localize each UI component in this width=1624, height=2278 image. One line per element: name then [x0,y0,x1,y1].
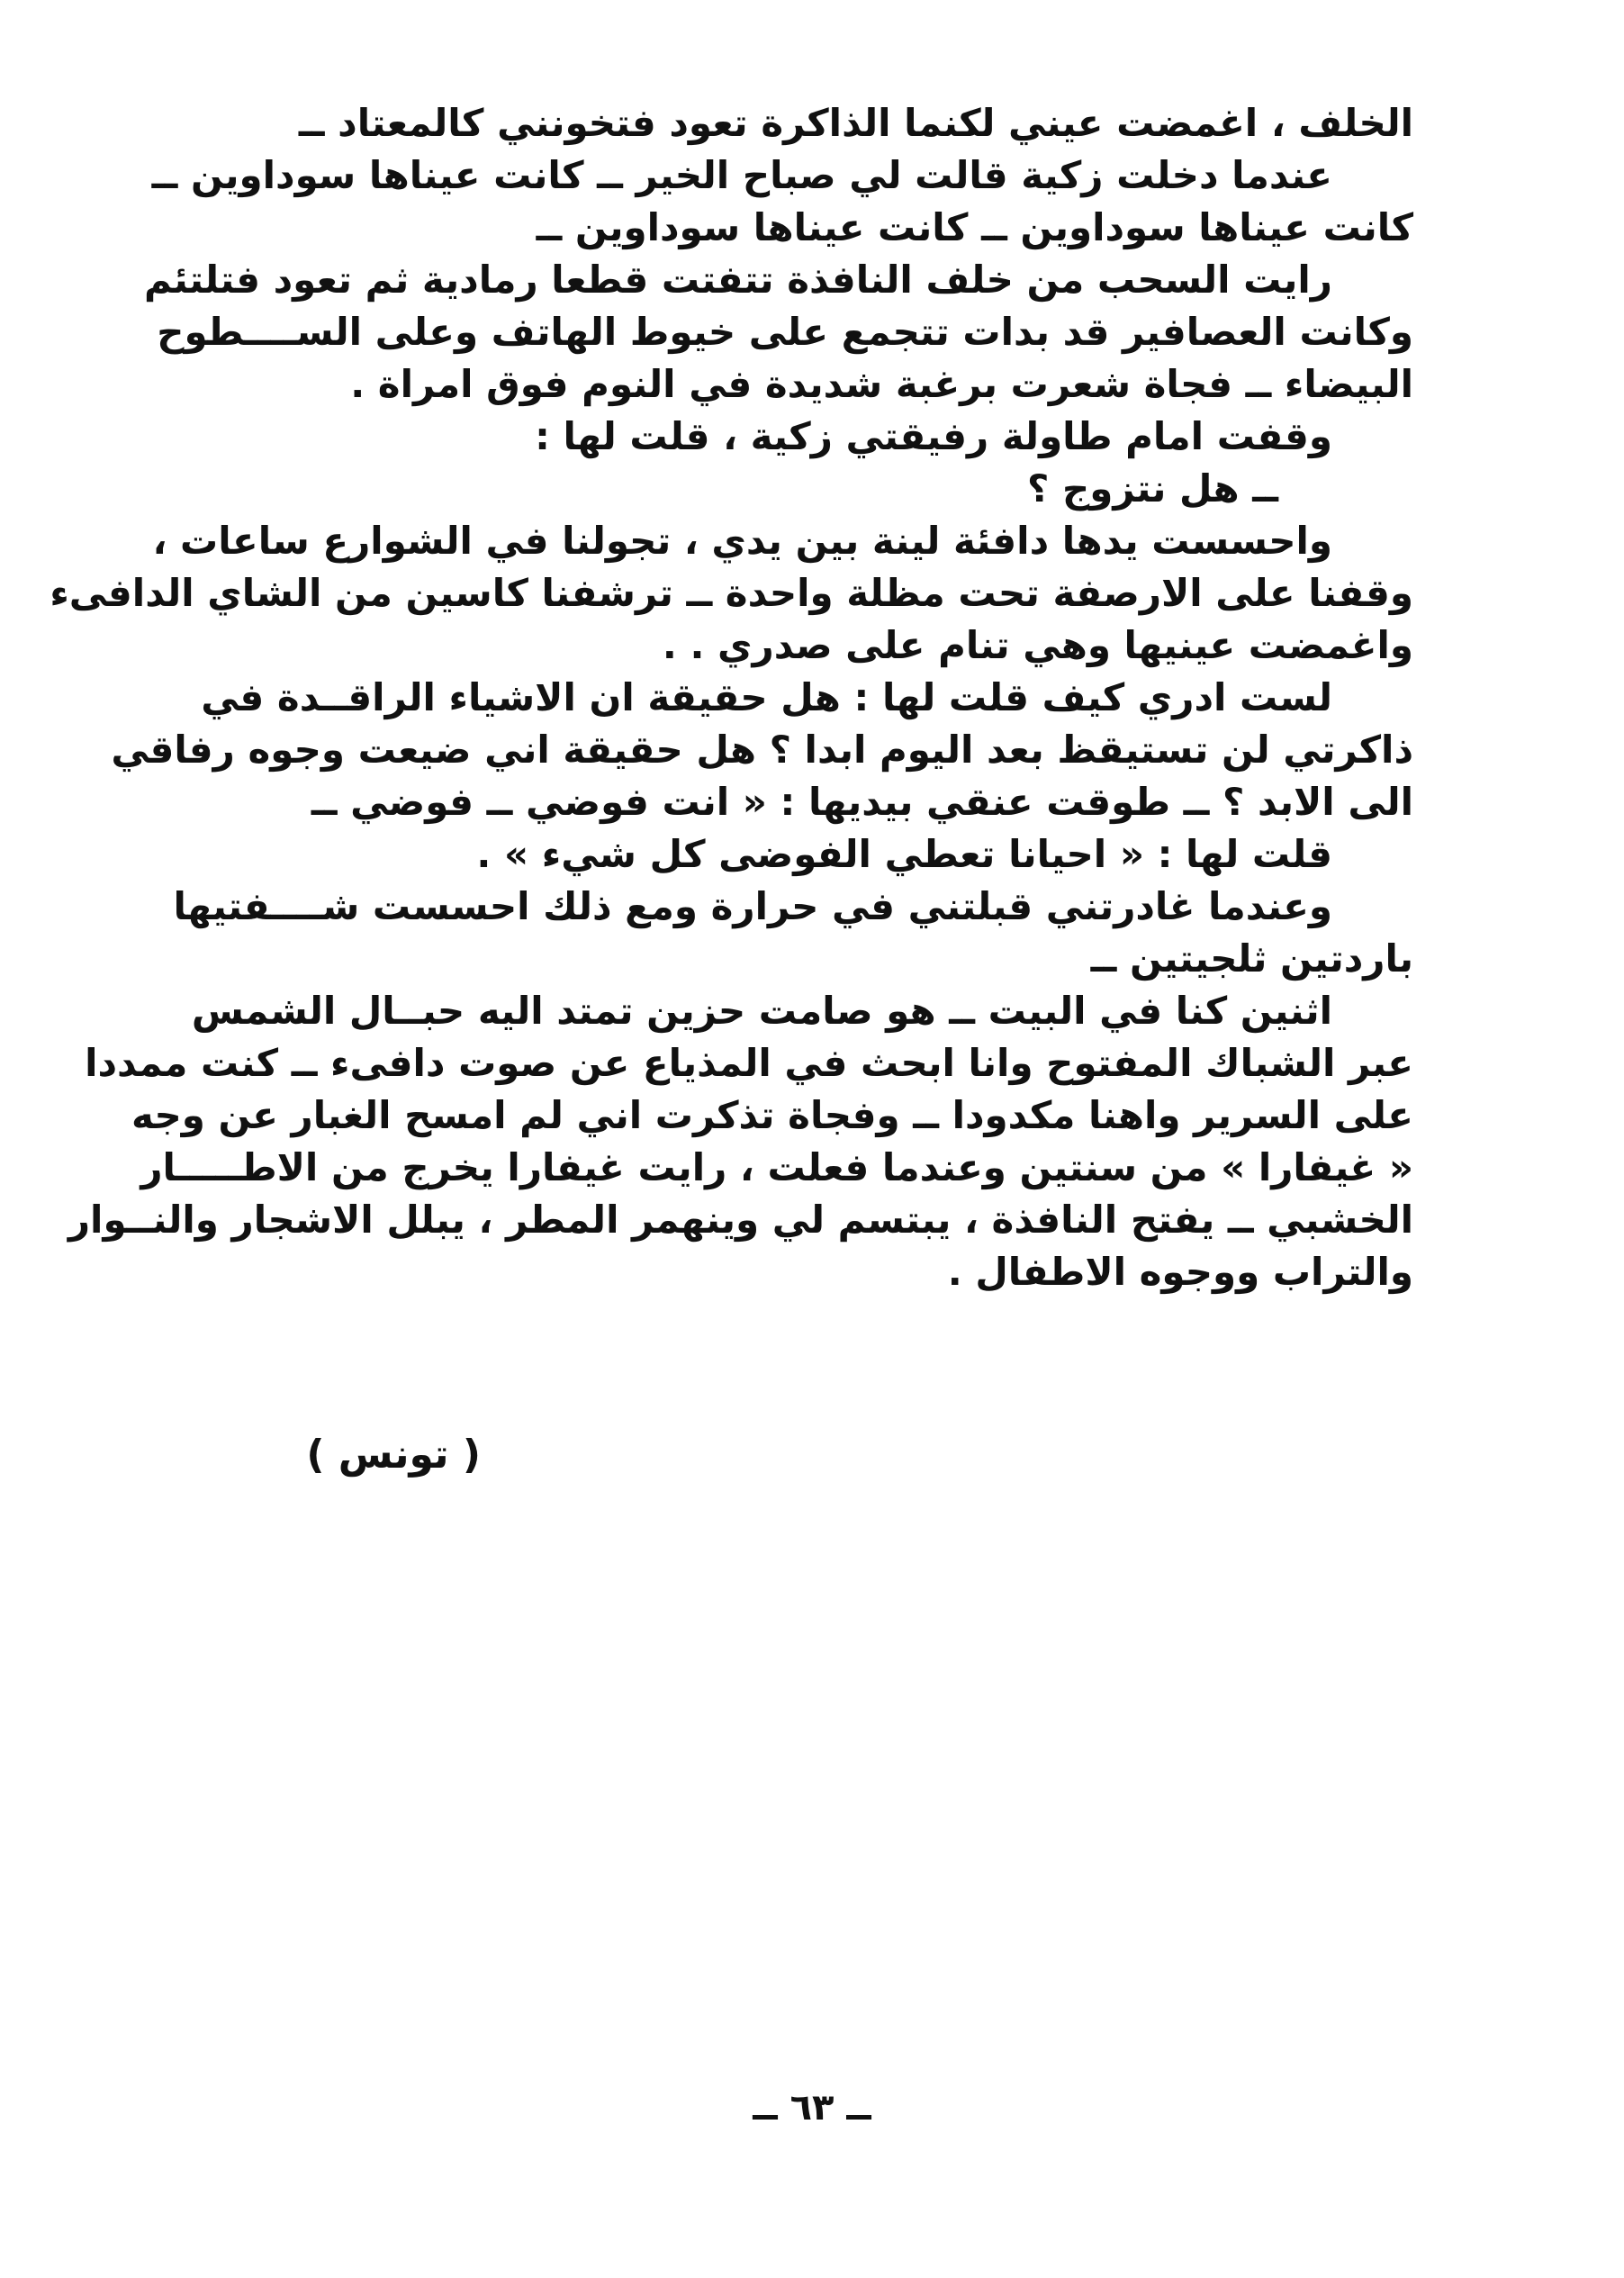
text-line: ذاكرتي لن تستيقظ بعد اليوم ابدا ؟ هل حقيقة اني ضيعت وجوه رفاقي [111,728,1413,772]
text-line: لست ادري كيف قلت لها : هل حقيقة ان الاشياء الراقــدة في [201,675,1332,719]
text-line: الخلف ، اغمضت عيني لكنما الذاكرة تعود فتخونني كالمعتاد ــ [298,101,1413,145]
text-line: باردتين ثلجيتين ــ [1090,936,1413,981]
text-line: رايت السحب من خلف النافذة تتفتت قطعا رمادية ثم تعود فتلتئم [143,258,1332,302]
text-line: وعندما غادرتني قبلتني في حرارة ومع ذلك احسست شــــفتيها [173,884,1332,928]
text-line: وقفنا على الارصفة تحت مظلة واحدة ــ ترشفنا كاسين من الشاي الدافىء [50,571,1413,615]
text-line: قلت لها : « احيانا تعطي الفوضى كل شيء » . [476,832,1332,876]
place-signature: ( تونس ) [306,1432,481,1478]
body-text [50,97,1413,1298]
text-line: « غيفارا » من سنتين وعندما فعلت ، رايت غيفارا يخرج من الاطـــــار [140,1145,1413,1189]
text-line: واغمضت عينيها وهي تنام على صدري . . [662,623,1413,667]
text-line: البيضاء ــ فجاة شعرت برغبة شديدة في النوم فوق امراة . [350,362,1413,406]
text-line: الخشبي ــ يفتح النافذة ، يبتسم لي وينهمر المطر ، يبلل الاشجار والنــوار [68,1198,1413,1242]
text-line: عندما دخلت زكية قالت لي صباح الخير ــ كانت عيناها سوداوين ــ [151,153,1332,197]
text-line: واحسست يدها دافئة لينة بين يدي ، تجولنا في الشوارع ساعات ، [152,519,1332,563]
text-line: الى الابد ؟ ــ طوقت عنقي بيديها : « انت فوضي ــ فوضي ــ [311,780,1413,824]
text-line: عبر الشباك المفتوح وانا ابحث في المذياع عن صوت دافىء ــ كنت ممددا [85,1041,1413,1085]
text-line: اثنين كنا في البيت ــ هو صامت حزين تمتد اليه حبــال الشمس [191,989,1332,1033]
text-line: كانت عيناها سوداوين ــ كانت عيناها سوداوين ــ [536,205,1413,249]
page-number: ــ ٦٣ ــ [753,2087,871,2129]
text-line: والتراب ووجوه الاطفال . [947,1250,1413,1294]
text-line: وقفت امام طاولة رفيقتي زكية ، قلت لها : [535,414,1332,458]
text-line: وكانت العصافير قد بدات تتجمع على خيوط الهاتف وعلى الســــطوح [157,310,1413,354]
text-line: ــ هل نتزوج ؟ [1027,466,1278,511]
text-line: على السرير واهنا مكدودا ــ وفجاة تذكرت اني لم امسح الغبار عن وجه [131,1093,1413,1137]
